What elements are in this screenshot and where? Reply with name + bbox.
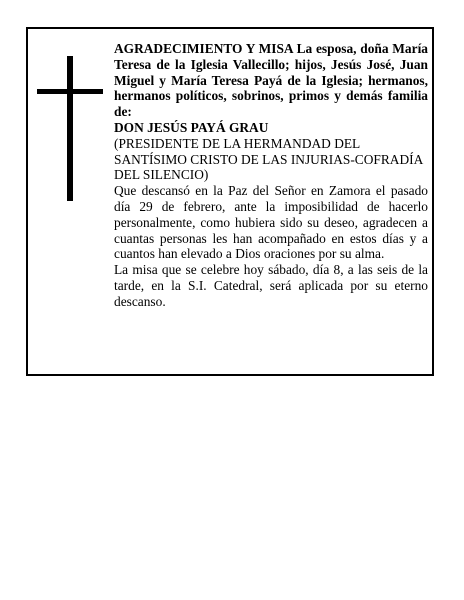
deceased-role: (PRESIDENTE DE LA HERMANDAD DEL SANTÍSIMO CRISTO DE LAS INJURIAS-COFRADÍA DEL SILENCIO) [114,135,423,183]
mass-paragraph: La misa que se celebre hoy sábado, día 8, a las seis de la tarde, en la S.I. Catedral, será aplicada por su eterno descanso. [114,262,428,309]
cross-horizontal-bar [37,89,103,94]
deceased-name: DON JESÚS PAYÁ GRAU [114,119,269,135]
obituary-notice [26,27,434,376]
thanks-paragraph: Que descansó en la Paz del Señor en Zamora el pasado día 29 de febrero, ante la imposibilidad de hacerlo personalmente, como hubiera sido su deseo, agradecen a cuantas personas les han acompañado en estos días y a cuantos han elevado a Dios oraciones por su alma. [114,183,428,262]
cross-vertical-bar [67,56,73,201]
family-text: La esposa, doña María Teresa de la Iglesia Vallecillo; hijos, Jesús José, Juan Miguel y María Teresa Payá de la Iglesia; hermanos, hermanos políticos, sobrinos, primos y demás familia de: [114,41,428,120]
notice-text [114,41,428,310]
notice-intro [114,41,428,120]
cross-icon [37,56,103,201]
notice-heading: AGRADECIMIENTO Y MISA [114,41,293,56]
